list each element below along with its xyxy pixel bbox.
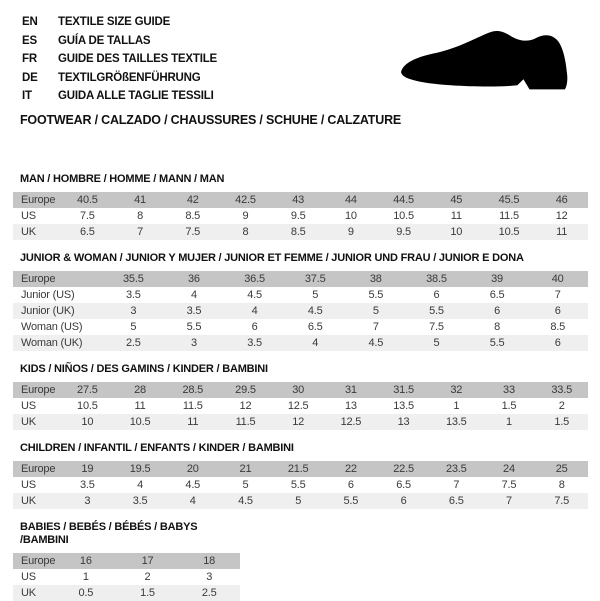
dress-shoe-icon	[398, 30, 572, 94]
size-cell: 45	[450, 194, 463, 206]
row-label-cell: Woman (UK)	[21, 337, 83, 349]
size-cell: 31.5	[393, 384, 414, 396]
size-cell: 7.5	[429, 321, 444, 333]
size-cell: 6	[433, 289, 440, 301]
size-cell: 22	[344, 463, 357, 475]
size-cell: 11.5	[182, 400, 203, 412]
size-cell: 6.5	[448, 495, 464, 507]
language-label: TEXTILE SIZE GUIDE	[58, 16, 171, 29]
size-cell: 25	[555, 463, 568, 475]
size-cell: 7	[506, 495, 512, 507]
size-cell: 31	[344, 384, 357, 396]
size-cell: 24	[503, 463, 515, 475]
language-row	[22, 13, 600, 32]
size-table-section-man	[13, 173, 588, 240]
row-label-cell: US	[21, 479, 36, 491]
size-cell: 4.5	[307, 305, 323, 317]
size-cell: 10.5	[129, 416, 151, 428]
size-cell: 20	[186, 463, 199, 475]
table-row	[13, 585, 240, 601]
size-cell: 19	[81, 463, 94, 475]
size-cell: 29.5	[235, 384, 256, 396]
size-cell: 43	[292, 194, 305, 206]
size-cell: 36	[188, 273, 200, 285]
size-cell: 3.5	[186, 305, 202, 317]
size-cell: 27.5	[77, 384, 98, 396]
size-cell: 8.5	[550, 321, 566, 333]
size-cell: 6	[494, 305, 501, 317]
table-row	[13, 287, 588, 303]
section-title: JUNIOR & WOMAN / JUNIOR Y MUJER / JUNIOR ET FEMME / JUNIOR UND FRAU / JUNIOR E DONA	[20, 252, 524, 264]
language-label: TEXTILGRÖßENFÜHRUNG	[58, 71, 201, 84]
size-cell: 8	[494, 321, 501, 333]
size-cell: 3.5	[125, 289, 141, 301]
section-title: CHILDREN / INFANTIL / ENFANTS / KINDER / BAMBINI	[20, 442, 294, 454]
table-row	[13, 477, 588, 493]
size-table-section-children	[13, 442, 588, 509]
size-cell: 2	[558, 400, 565, 412]
size-cell: 5	[295, 495, 302, 507]
row-label-cell: US	[21, 210, 36, 222]
size-table-section-babies	[13, 521, 240, 601]
row-label-cell: Junior (US)	[21, 289, 75, 301]
size-cell: 4.5	[247, 289, 262, 301]
row-label-cell: UK	[21, 495, 36, 507]
size-cell: 10	[450, 226, 463, 238]
size-cell: 1.5	[140, 587, 155, 599]
row-label-cell: Junior (UK)	[21, 305, 75, 317]
table-row	[13, 224, 588, 240]
size-cell: 10	[81, 416, 94, 428]
size-cell: 23.5	[445, 463, 467, 475]
row-label-cell: US	[21, 571, 36, 583]
section-title: MAN / HOMBRE / HOMME / MANN / MAN	[20, 173, 225, 185]
table-row	[13, 553, 240, 569]
size-cell: 36.5	[244, 273, 265, 285]
size-cell: 5.5	[429, 305, 444, 317]
size-cell: 7.5	[554, 495, 570, 507]
size-cell: 41	[134, 194, 146, 206]
size-cell: 6.5	[489, 289, 505, 301]
table-row	[13, 303, 588, 319]
size-cell: 32	[450, 384, 463, 396]
size-cell: 5.5	[290, 479, 306, 491]
size-cell: 39	[491, 273, 503, 285]
size-cell: 13.5	[393, 400, 414, 412]
size-cell: 42.5	[235, 194, 256, 206]
table-row	[13, 208, 588, 224]
size-cell: 11	[556, 226, 568, 238]
size-cell: 40	[551, 273, 564, 285]
language-label: GUIDA ALLE TAGLIE TESSILI	[58, 90, 214, 103]
table-row	[13, 271, 588, 287]
language-code: ES	[22, 34, 37, 47]
size-cell: 38.5	[426, 273, 447, 285]
size-cell: 4.5	[368, 337, 384, 349]
size-cell: 9	[347, 226, 354, 238]
size-cell: 7	[453, 479, 460, 491]
size-table	[13, 192, 588, 240]
size-cell: 40.5	[77, 194, 98, 206]
size-cell: 13	[344, 400, 357, 412]
size-cell: 1.5	[501, 400, 517, 412]
size-cell: 11.5	[235, 416, 256, 428]
size-cell: 12	[239, 400, 252, 412]
table-row	[13, 335, 588, 351]
size-cell: 4	[190, 289, 197, 301]
size-cell: 33.5	[551, 384, 572, 396]
size-cell: 1	[82, 571, 89, 583]
size-cell: 3.5	[80, 479, 95, 491]
row-label-cell: UK	[21, 587, 36, 599]
size-cell: 2	[144, 571, 151, 583]
size-cell: 3	[206, 571, 213, 583]
size-cell: 5	[130, 321, 137, 333]
size-cell: 7	[137, 226, 144, 238]
size-cell: 5	[433, 337, 440, 349]
size-cell: 8	[137, 210, 144, 222]
row-label-cell: Europe	[21, 273, 56, 285]
size-cell: 45.5	[498, 194, 520, 206]
size-cell: 13	[397, 416, 410, 428]
size-cell: 21	[239, 463, 252, 475]
size-cell: 5.5	[489, 337, 505, 349]
size-cell: 6	[554, 337, 561, 349]
size-cell: 9	[242, 210, 249, 222]
table-row	[13, 382, 588, 398]
size-cell: 19.5	[129, 463, 151, 475]
size-tables	[0, 173, 600, 601]
size-table	[13, 271, 588, 351]
size-cell: 6.5	[80, 226, 95, 238]
size-cell: 3.5	[247, 337, 262, 349]
header	[0, 0, 600, 106]
size-cell: 10.5	[498, 226, 520, 238]
table-row	[13, 493, 588, 509]
size-cell: 38	[369, 273, 382, 285]
row-label-cell: Europe	[21, 384, 56, 396]
size-cell: 13.5	[445, 416, 467, 428]
size-cell: 37.5	[304, 273, 326, 285]
size-cell: 6	[554, 305, 561, 317]
size-cell: 2.5	[125, 337, 141, 349]
size-cell: 3.5	[132, 495, 148, 507]
size-cell: 12	[555, 210, 568, 222]
size-cell: 11	[450, 210, 462, 222]
size-cell: 33	[503, 384, 515, 396]
size-cell: 6	[400, 495, 407, 507]
size-cell: 1	[506, 416, 512, 428]
size-cell: 5.5	[186, 321, 202, 333]
row-label-cell: Europe	[21, 194, 56, 206]
size-cell: 12.5	[287, 400, 309, 412]
size-cell: 1	[453, 400, 460, 412]
row-label-cell: Woman (US)	[21, 321, 83, 333]
size-cell: 5	[312, 289, 319, 301]
language-code: IT	[22, 90, 32, 103]
size-table-section-kids	[13, 363, 588, 430]
section-title: BABIES / BEBÉS / BÉBÉS / BABYS /BAMBINI	[20, 521, 198, 546]
section-title: KIDS / NIÑOS / DES GAMINS / KINDER / BAMBINI	[20, 363, 268, 375]
size-cell: 35.5	[123, 273, 144, 285]
size-cell: 6	[347, 479, 354, 491]
size-cell: 11	[134, 400, 146, 412]
table-row	[13, 192, 588, 208]
row-label-cell: UK	[21, 226, 36, 238]
language-code: EN	[22, 16, 38, 29]
size-cell: 46	[555, 194, 568, 206]
size-cell: 18	[203, 555, 216, 567]
size-cell: 7.5	[185, 226, 201, 238]
table-row	[13, 461, 588, 477]
size-cell: 9.5	[290, 210, 306, 222]
size-cell: 5	[242, 479, 249, 491]
size-cell: 11	[187, 416, 199, 428]
size-cell: 5	[372, 305, 379, 317]
size-cell: 11.5	[499, 210, 519, 222]
size-cell: 44	[344, 194, 357, 206]
size-cell: 4	[189, 495, 196, 507]
size-cell: 12.5	[340, 416, 362, 428]
row-label-cell: Europe	[21, 463, 56, 475]
table-row	[13, 398, 588, 414]
size-cell: 3	[190, 337, 197, 349]
size-cell: 7	[554, 289, 561, 301]
size-cell: 4	[251, 305, 258, 317]
size-cell: 4.5	[185, 479, 201, 491]
size-cell: 3	[84, 495, 91, 507]
size-cell: 4.5	[238, 495, 253, 507]
size-cell: 1.5	[554, 416, 570, 428]
size-table-section-junior-woman	[13, 252, 588, 351]
size-cell: 30	[292, 384, 305, 396]
size-cell: 7	[372, 321, 379, 333]
size-cell: 28	[134, 384, 146, 396]
size-table	[13, 553, 240, 601]
size-cell: 16	[79, 555, 92, 567]
size-cell: 5.5	[368, 289, 384, 301]
size-cell: 10.5	[393, 210, 414, 222]
size-cell: 9.5	[396, 226, 411, 238]
table-row	[13, 319, 588, 335]
language-code: FR	[22, 53, 37, 66]
size-cell: 42	[186, 194, 199, 206]
table-row	[13, 414, 588, 430]
size-cell: 6.5	[396, 479, 411, 491]
size-cell: 10.5	[77, 400, 98, 412]
size-cell: 28.5	[182, 384, 204, 396]
size-cell: 2.5	[201, 587, 217, 599]
size-cell: 8.5	[185, 210, 201, 222]
size-cell: 3	[130, 305, 137, 317]
size-table	[13, 382, 588, 430]
size-cell: 44.5	[393, 194, 414, 206]
size-cell: 8.5	[290, 226, 306, 238]
size-cell: 17	[141, 555, 154, 567]
size-cell: 8	[558, 479, 565, 491]
size-cell: 4	[312, 337, 319, 349]
size-cell: 22.5	[393, 463, 414, 475]
size-cell: 7.5	[501, 479, 517, 491]
size-cell: 8	[242, 226, 249, 238]
row-label-cell: UK	[21, 416, 36, 428]
row-label-cell: Europe	[21, 555, 56, 567]
size-cell: 7.5	[80, 210, 95, 222]
size-cell: 4	[137, 479, 144, 491]
size-cell: 6	[251, 321, 258, 333]
size-cell: 10	[344, 210, 357, 222]
size-cell: 5.5	[343, 495, 359, 507]
language-label: GUIDE DES TAILLES TEXTILE	[58, 53, 217, 66]
row-label-cell: US	[21, 400, 36, 412]
size-table	[13, 461, 588, 509]
language-code: DE	[22, 71, 38, 84]
size-cell: 12	[292, 416, 305, 428]
table-row	[13, 569, 240, 585]
size-cell: 6.5	[307, 321, 323, 333]
size-cell: 0.5	[78, 587, 94, 599]
size-cell: 21.5	[287, 463, 309, 475]
category-title: FOOTWEAR / CALZADO / CHAUSSURES / SCHUHE / CALZATURE	[20, 113, 402, 127]
language-label: GUÍA DE TALLAS	[58, 34, 151, 47]
